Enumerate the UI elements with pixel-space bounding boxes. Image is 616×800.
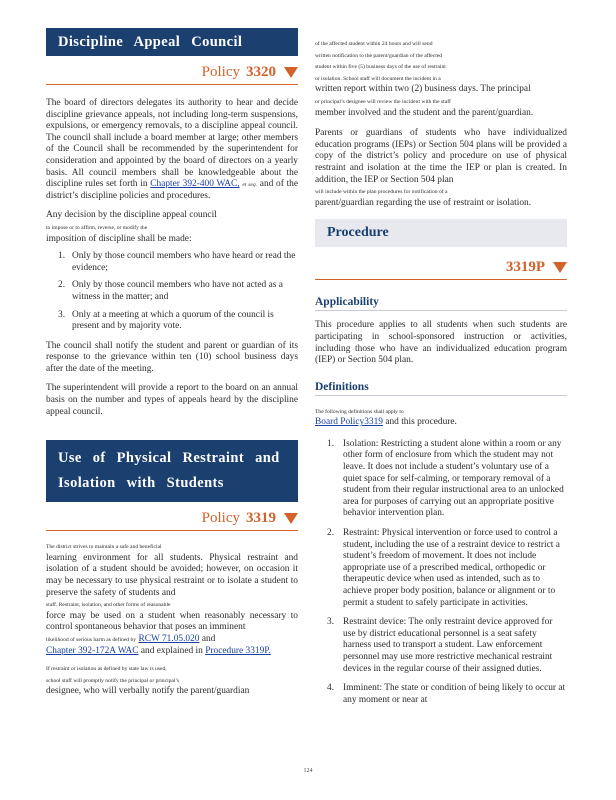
council-text-end: and of the district’s discipline policies and procedures. [46, 179, 299, 201]
link-chapter-392-172a-wac[interactable]: Chapter 392-172A WAC [46, 645, 139, 656]
small-line: or principal’s designee will review the incident with the staff [315, 98, 451, 105]
and-text: and [201, 634, 216, 644]
et-seq-text: et seq. [242, 182, 258, 189]
notification-text [315, 38, 567, 119]
left-column [46, 28, 298, 698]
triangle-down-icon [284, 513, 298, 524]
council-paragraph [46, 98, 298, 202]
policy-number: 3319 [246, 510, 276, 527]
small-line: written notification to the parent/guardian of the affected [315, 52, 443, 59]
restraint-policy-text [46, 541, 298, 698]
triangle-down-icon [284, 67, 298, 78]
procedure-3319p-header [315, 259, 567, 280]
page-number: 124 [303, 768, 313, 774]
policy-label: Policy [201, 510, 240, 527]
policy-label: Policy [201, 64, 240, 80]
policy-3320-header [46, 64, 298, 85]
decision-paragraph [46, 210, 298, 245]
decision-conditions-list [46, 251, 298, 333]
list-item: 2. Only by those council members who have not acted as a witness in the matter; and [58, 280, 283, 302]
member-text: member involved and the student and the parent/guardian. [315, 107, 534, 118]
link-chapter-392-400-wac[interactable]: Chapter 392-400 WAC, [150, 179, 240, 190]
list-item: 4. Imminent: The state or condition of being likely to occur at any moment or near at [327, 683, 566, 705]
small-line: student within five (5) business days of the use of restraint [315, 64, 446, 71]
small-line: of the affected student within 24 hours and will send [315, 41, 433, 47]
link-board-policy-3319[interactable]: Board Policy3319 [315, 417, 383, 428]
decision-line-3: imposition of discipline shall be made: [46, 233, 192, 244]
link-procedure-3319p[interactable]: Procedure 3319P. [205, 645, 271, 656]
small-line: The district strives to maintain a safe and beneficial [46, 544, 162, 551]
decision-small: to impose or to affirm, reverse, or modify the [46, 224, 148, 231]
definitions-heading: Definitions [315, 381, 567, 396]
restraint-text-1: learning environment for all students. Physical restraint and isolation of a student should be avoided; however, on occasion it may be necessary to use physical restraint or to isolate a student to preserve the safety of students and [46, 552, 298, 598]
policy-3319-header [46, 510, 298, 531]
explained-text: and explained in [140, 645, 203, 656]
list-item: 2. Restraint: Physical intervention or force used to control a student, including the use of a restraint device to restrict a student’s freedom of movement. It does not include appropriate use of a prescribed medical, orthopedic or therapeutic device when used as intended, such as to achieve proper body position, balance or alignment or to permit a student to safely participate in activities. [327, 528, 560, 608]
policy-number: 3320 [246, 64, 276, 80]
report-paragraph: The superintendent will provide a report to the board on an annual basis on the number and types of appeals heard by the discipline appeal council. [46, 383, 298, 417]
intro-end-text: and this procedure. [385, 417, 457, 428]
small-line: likelihood of serious harm as defined by [46, 637, 137, 643]
link-rcw-71-05-020[interactable]: RCW 71.05.020 [138, 634, 200, 644]
small-line: or isolation. School staff will document the incident in a [315, 75, 441, 82]
parents-paragraph: Parents or guardians of students who have individualized education programs (IEPs) or Section 504 plans will be provided a copy of the district’s policy and procedure on use of physical restraint and isolation at the time the IEP or plan is created. In addition, the IEP or Section 504 plan [315, 128, 567, 185]
applicability-heading: Applicability [315, 296, 567, 311]
written-report-text: written report within two (2) business days. The principal [315, 84, 531, 95]
list-item: 1. Only by those council members who have heard or read the evidence; [58, 251, 296, 273]
parent-guardian-text: parent/guardian regarding the use of restraint or isolation. [315, 197, 532, 208]
restraint-text-2: force may be used on a student when reasonably necessary to control spontaneous behavior that poses an imminent [46, 610, 298, 633]
small-line: will include within the plan procedures for notification of a [315, 189, 448, 196]
right-column [315, 38, 567, 713]
small-line: The following definitions shall apply to [315, 408, 404, 415]
council-text: The board of directors delegates its authority to hear and decide discipline grievance appeals, not including long-term suspensions, expulsions, or emergency removals, to a discipline appeal council. The council shall include a board member at large; other members of the Council shall be recommended by the superintendent for consideration and appointed by the board of directors on a yearly basis. All council members shall be knowledgeable about the discipline rules set forth in [46, 98, 298, 190]
parents-text [315, 128, 567, 209]
restraint-text-3: designee, who will verbally notify the parent/guardian [46, 686, 250, 697]
applicability-text: This procedure applies to all students when such students are participating in school-sponsored instruction or activities, including those who have an individualized education program (IEP) or Section 504 plan. [315, 320, 567, 366]
procedure-heading: Procedure [315, 219, 567, 247]
small-line: staff. Restraint, isolation, and other forms of reasonable [46, 602, 171, 609]
small-line: school staff will promptly notify the principal or principal’s [46, 677, 180, 684]
section-title-discipline-appeal-council: Discipline Appeal Council [46, 28, 298, 56]
list-item: 3. Restraint device: The only restraint device approved for use by district educational personnel is a seat safety harness used to transport a student. Law enforcement personnel may use more restrictive mechanical restraint devices in the regular course of their assigned duties. [327, 617, 553, 674]
definitions-intro [315, 406, 567, 429]
definitions-list [315, 439, 567, 706]
decision-line-1: Any decision by the discipline appeal council [46, 210, 217, 221]
small-line: If restraint or isolation as defined by state law is used, [46, 666, 167, 673]
triangle-down-icon [553, 262, 567, 273]
procedure-number: 3319P [505, 259, 545, 276]
section-title-restraint-isolation: Use of Physical Restraint and Isolation with Students [46, 440, 298, 502]
notify-paragraph: The council shall notify the student and parent or guardian of its response to the grievance within ten (10) school business days after the date of the meeting. [46, 340, 298, 374]
list-item: 3. Only at a meeting at which a quorum of the council is present and by majority vote. [58, 309, 274, 332]
list-item: 1. Isolation: Restricting a student alone within a room or any other form of enclosure from which the student may not leave. It does not include a student’s voluntary use of a quiet space for self-calming, or temporary removal of a student from their regular instructional area to an unlocked area for purposes of carrying out an appropriate positive behavior intervention plan. [327, 438, 564, 519]
